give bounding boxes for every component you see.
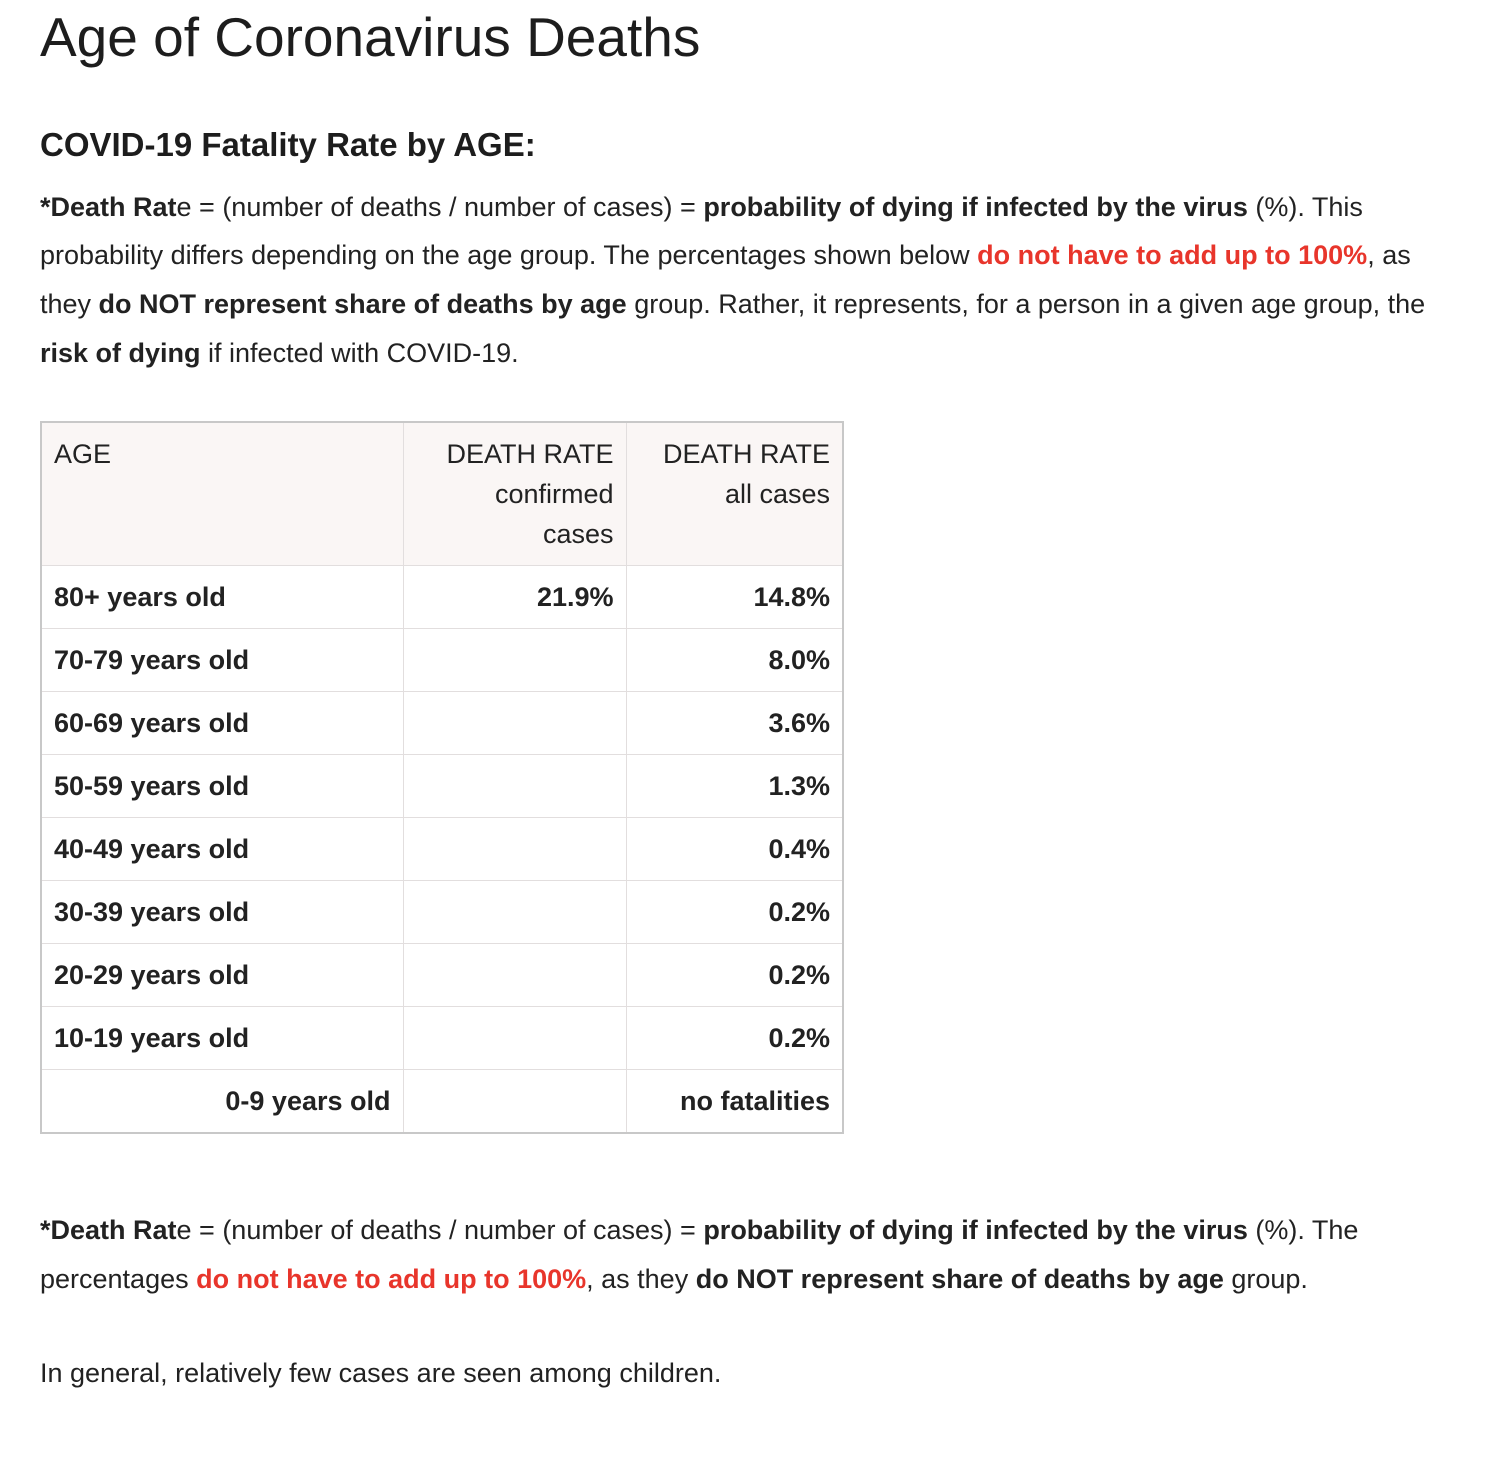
table-row <box>41 1007 843 1070</box>
header-line: cases <box>542 519 614 550</box>
header-line: DEATH RATE <box>662 439 830 470</box>
table-row <box>41 944 843 1007</box>
death-rate-all-cell: 0.2% <box>626 881 843 944</box>
header-line: AGE <box>54 439 112 470</box>
death-rate-confirmed-cell <box>403 1070 626 1134</box>
death-rate-confirmed-cell <box>403 944 626 1007</box>
text-segment: do NOT represent share of deaths by age <box>98 289 627 320</box>
death-rate-confirmed-cell <box>403 629 626 692</box>
death-rate-all-cell: 1.3% <box>626 755 843 818</box>
age-cell: 80+ years old <box>41 566 403 629</box>
age-cell: 40-49 years old <box>41 818 403 881</box>
article <box>40 6 1448 1398</box>
text-segment: (%). This probability differs depending on the age group. The percentages shown below <box>40 191 1363 271</box>
text-segment: *Death Rat <box>40 191 177 222</box>
death-rate-all-cell: 0.2% <box>626 1007 843 1070</box>
text-segment-red: do not have to add up to 100% <box>977 240 1368 271</box>
section-heading: COVID-19 Fatality Rate by AGE: <box>40 126 536 164</box>
table-row <box>41 692 843 755</box>
table-row <box>41 566 843 629</box>
fatality-rate-table <box>40 421 844 1134</box>
age-cell: 70-79 years old <box>41 629 403 692</box>
text-segment: if infected with COVID-19. <box>200 337 519 368</box>
header-line: all cases <box>724 479 830 510</box>
text-segment: risk of dying <box>40 337 201 368</box>
death-rate-confirmed-cell: 21.9% <box>403 566 626 629</box>
table-row <box>41 1070 843 1134</box>
death-rate-all-cell: 14.8% <box>626 566 843 629</box>
death-rate-confirmed-cell <box>403 1007 626 1070</box>
text-segment: group. Rather, it represents, for a person in a given age group, the <box>626 289 1426 320</box>
age-cell: 20-29 years old <box>41 944 403 1007</box>
death-rate-all-cell: no fatalities <box>626 1070 843 1134</box>
text-segment: , as they <box>586 1263 696 1294</box>
age-cell: 10-19 years old <box>41 1007 403 1070</box>
intro-paragraph <box>40 183 1448 377</box>
table-row <box>41 818 843 881</box>
table-row <box>41 755 843 818</box>
death-rate-all-cell: 8.0% <box>626 629 843 692</box>
col-header-death-rate-confirmed <box>403 422 626 566</box>
header-line: DEATH RATE <box>446 439 614 470</box>
death-rate-all-cell: 0.4% <box>626 818 843 881</box>
age-cell: 30-39 years old <box>41 881 403 944</box>
death-rate-confirmed-cell <box>403 755 626 818</box>
text-segment: probability of dying if infected by the virus <box>703 1215 1248 1246</box>
col-header-death-rate-all <box>626 422 843 566</box>
col-header-age <box>41 422 403 566</box>
header-line: confirmed <box>494 479 614 510</box>
text-segment: probability of dying if infected by the virus <box>703 191 1248 222</box>
text-segment-red: do not have to add up to 100% <box>196 1263 587 1294</box>
text-segment: , as they <box>40 240 1411 320</box>
text-segment: e = (number of deaths / number of cases) = <box>176 1215 704 1246</box>
death-rate-all-cell: 0.2% <box>626 944 843 1007</box>
age-cell: 50-59 years old <box>41 755 403 818</box>
death-rate-confirmed-cell <box>403 881 626 944</box>
text-segment: do NOT represent share of deaths by age <box>695 1263 1224 1294</box>
death-rate-confirmed-cell <box>403 692 626 755</box>
text-segment: *Death Rat <box>40 1215 177 1246</box>
text-segment: e = (number of deaths / number of cases) = <box>176 191 704 222</box>
age-cell: 0-9 years old <box>41 1070 403 1134</box>
death-rate-confirmed-cell <box>403 818 626 881</box>
text-segment: group. <box>1223 1263 1308 1294</box>
death-rate-all-cell: 3.6% <box>626 692 843 755</box>
age-cell: 60-69 years old <box>41 692 403 755</box>
text-segment: (%). The percentages <box>40 1215 1359 1294</box>
closing-paragraph: In general, relatively few cases are seen among children. <box>40 1358 722 1389</box>
table-header-row <box>41 422 843 566</box>
page-title: Age of Coronavirus Deaths <box>40 6 701 68</box>
table-row <box>41 629 843 692</box>
footnote-paragraph <box>40 1206 1448 1303</box>
table-row <box>41 881 843 944</box>
